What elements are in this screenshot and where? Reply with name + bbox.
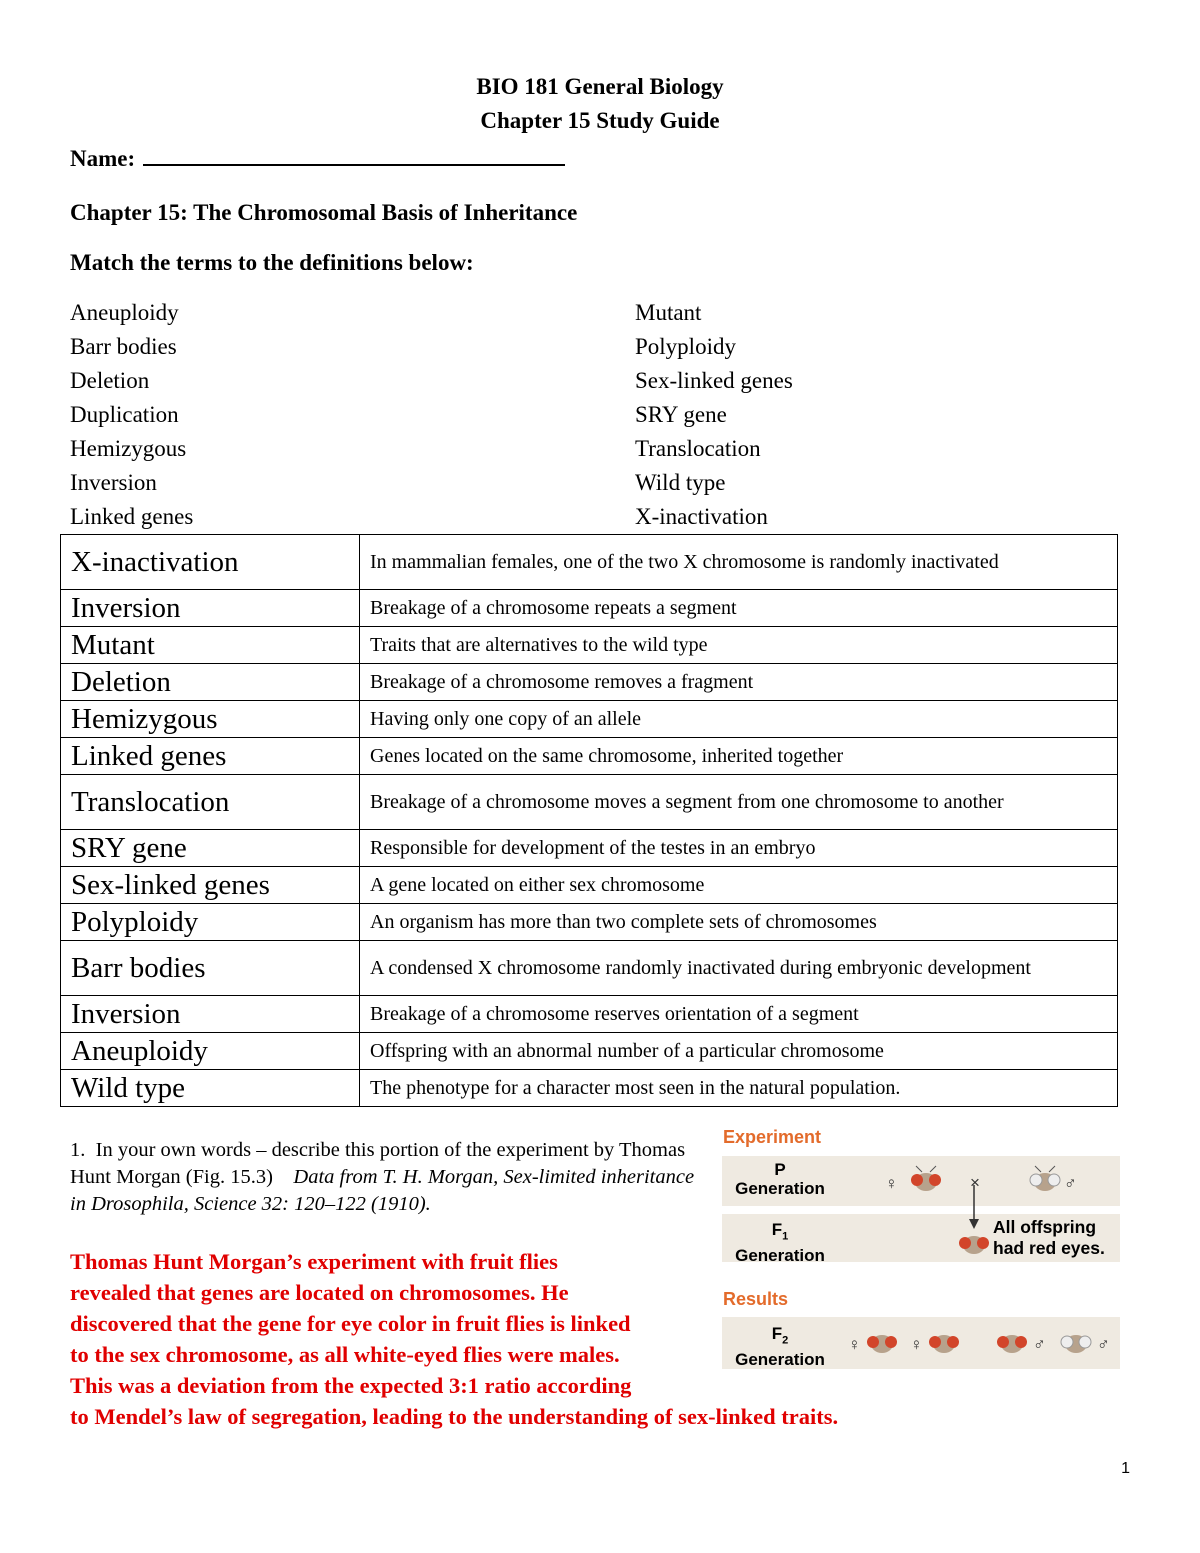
f2-red-eyed-female-fly-icon xyxy=(924,1327,964,1357)
match-term: Inversion xyxy=(61,996,360,1033)
results-header: Results xyxy=(723,1289,789,1309)
match-definition: An organism has more than two complete sets of chromosomes xyxy=(360,904,1118,941)
term-item: Barr bodies xyxy=(70,334,177,359)
match-term: Aneuploidy xyxy=(61,1033,360,1070)
match-definition: Breakage of a chromosome removes a fragment xyxy=(360,664,1118,701)
answer-line: revealed that genes are located on chromosomes. He xyxy=(70,1280,569,1305)
term-item: SRY gene xyxy=(635,402,727,427)
table-row xyxy=(61,1070,1118,1107)
page-number: 1 xyxy=(1121,1460,1130,1477)
match-definition: Breakage of a chromosome moves a segment from one chromosome to another xyxy=(360,775,1118,830)
white-eyed-male-fly-icon xyxy=(1025,1165,1065,1195)
name-blank[interactable] xyxy=(143,142,565,166)
term-item: Translocation xyxy=(635,436,761,461)
course-title: BIO 181 General Biology xyxy=(476,74,724,99)
experiment-header: Experiment xyxy=(723,1127,822,1147)
match-definition: Genes located on the same chromosome, inherited together xyxy=(360,738,1118,775)
match-definition: Responsible for development of the testes in an embryo xyxy=(360,830,1118,867)
arrow-down-icon xyxy=(968,1185,980,1230)
match-definition: Having only one copy of an allele xyxy=(360,701,1118,738)
male-symbol: ♂ xyxy=(1064,1174,1077,1193)
table-row xyxy=(61,590,1118,627)
answer-line: Thomas Hunt Morgan’s experiment with fruit flies xyxy=(70,1249,558,1274)
female-symbol: ♀ xyxy=(910,1335,923,1354)
term-item: Duplication xyxy=(70,402,179,427)
matching-table xyxy=(60,534,1118,1107)
match-term: Mutant xyxy=(61,627,360,664)
morgan-experiment-figure xyxy=(720,1125,1122,1373)
match-term: Sex-linked genes xyxy=(61,867,360,904)
term-item: Linked genes xyxy=(70,504,194,529)
offspring-note: All offspring had red eyes. xyxy=(993,1217,1105,1258)
f2-red-eyed-male-fly-icon xyxy=(992,1327,1032,1357)
match-definition: Breakage of a chromosome reserves orientation of a segment xyxy=(360,996,1118,1033)
term-item: Wild type xyxy=(635,470,726,495)
f1-red-eyed-fly-icon xyxy=(954,1228,994,1258)
table-row xyxy=(61,996,1118,1033)
question-number: 1. xyxy=(70,1139,86,1161)
match-definition: In mammalian females, one of the two X chromosome is randomly inactivated xyxy=(360,535,1118,590)
red-eyed-female-fly-icon xyxy=(906,1165,946,1195)
question-citation: Data from T. H. Morgan, Sex-limited inheritance in Drosophila, Science 32: 120–122 (1910). xyxy=(70,1166,695,1215)
match-term: Translocation xyxy=(61,775,360,830)
f2-white-eyed-male-fly-icon xyxy=(1056,1327,1096,1357)
match-term: Hemizygous xyxy=(61,701,360,738)
table-row xyxy=(61,830,1118,867)
table-row xyxy=(61,535,1118,590)
male-symbol: ♂ xyxy=(1033,1335,1046,1354)
answer-line: to Mendel’s law of segregation, leading to the understanding of sex-linked traits. xyxy=(70,1404,839,1429)
table-row xyxy=(61,904,1118,941)
question-text: In your own words – describe this portion of the experiment by Thomas Hunt Morgan (Fig. 15.3) xyxy=(70,1139,686,1188)
match-definition: Breakage of a chromosome repeats a segment xyxy=(360,590,1118,627)
table-row xyxy=(61,627,1118,664)
term-item: Mutant xyxy=(635,300,702,325)
name-label: Name: xyxy=(70,146,136,171)
match-term: Wild type xyxy=(61,1070,360,1107)
match-term: Barr bodies xyxy=(61,941,360,996)
female-symbol: ♀ xyxy=(885,1174,898,1193)
match-definition: Offspring with an abnormal number of a particular chromosome xyxy=(360,1033,1118,1070)
table-row xyxy=(61,775,1118,830)
term-item: Hemizygous xyxy=(70,436,187,461)
table-row xyxy=(61,1033,1118,1070)
term-item: Sex-linked genes xyxy=(635,368,793,393)
match-term: Linked genes xyxy=(61,738,360,775)
match-definition: A condensed X chromosome randomly inactivated during embryonic development xyxy=(360,941,1118,996)
table-row xyxy=(61,867,1118,904)
chapter-heading: Chapter 15: The Chromosomal Basis of Inheritance xyxy=(70,200,578,225)
match-definition: The phenotype for a character most seen in the natural population. xyxy=(360,1070,1118,1107)
match-term: SRY gene xyxy=(61,830,360,867)
term-item: Inversion xyxy=(70,470,157,495)
cross-symbol: × xyxy=(970,1173,980,1192)
answer-line: to the sex chromosome, as all white-eyed flies were males. xyxy=(70,1342,620,1367)
question-1 xyxy=(70,1137,710,1218)
table-row xyxy=(61,738,1118,775)
f2-red-eyed-female-fly-icon xyxy=(862,1327,902,1357)
term-item: Polyploidy xyxy=(635,334,736,359)
table-row xyxy=(61,664,1118,701)
answer-line: This was a deviation from the expected 3:1 ratio according xyxy=(70,1373,632,1398)
match-term: Inversion xyxy=(61,590,360,627)
match-definition: A gene located on either sex chromosome xyxy=(360,867,1118,904)
instruction: Match the terms to the definitions below: xyxy=(70,250,474,275)
p-generation-label: P Generation xyxy=(735,1160,825,1198)
female-symbol: ♀ xyxy=(848,1335,861,1354)
name-row xyxy=(70,142,565,172)
table-row xyxy=(61,941,1118,996)
f2-generation-label: $F_2$ Generation xyxy=(735,1324,825,1370)
terms-left xyxy=(70,296,193,534)
term-item: Deletion xyxy=(70,368,150,393)
match-term: Polyploidy xyxy=(61,904,360,941)
terms-right xyxy=(635,296,793,534)
table-row xyxy=(61,701,1118,738)
term-item: X-inactivation xyxy=(635,504,768,529)
male-symbol: ♂ xyxy=(1097,1335,1110,1354)
match-definition: Traits that are alternatives to the wild type xyxy=(360,627,1118,664)
match-term: X-inactivation xyxy=(61,535,360,590)
guide-title: Chapter 15 Study Guide xyxy=(480,108,720,133)
match-term: Deletion xyxy=(61,664,360,701)
f1-generation-label: $F_1$ Generation xyxy=(735,1220,825,1266)
answer-line: discovered that the gene for eye color in fruit flies is linked xyxy=(70,1311,631,1336)
term-item: Aneuploidy xyxy=(70,300,179,325)
